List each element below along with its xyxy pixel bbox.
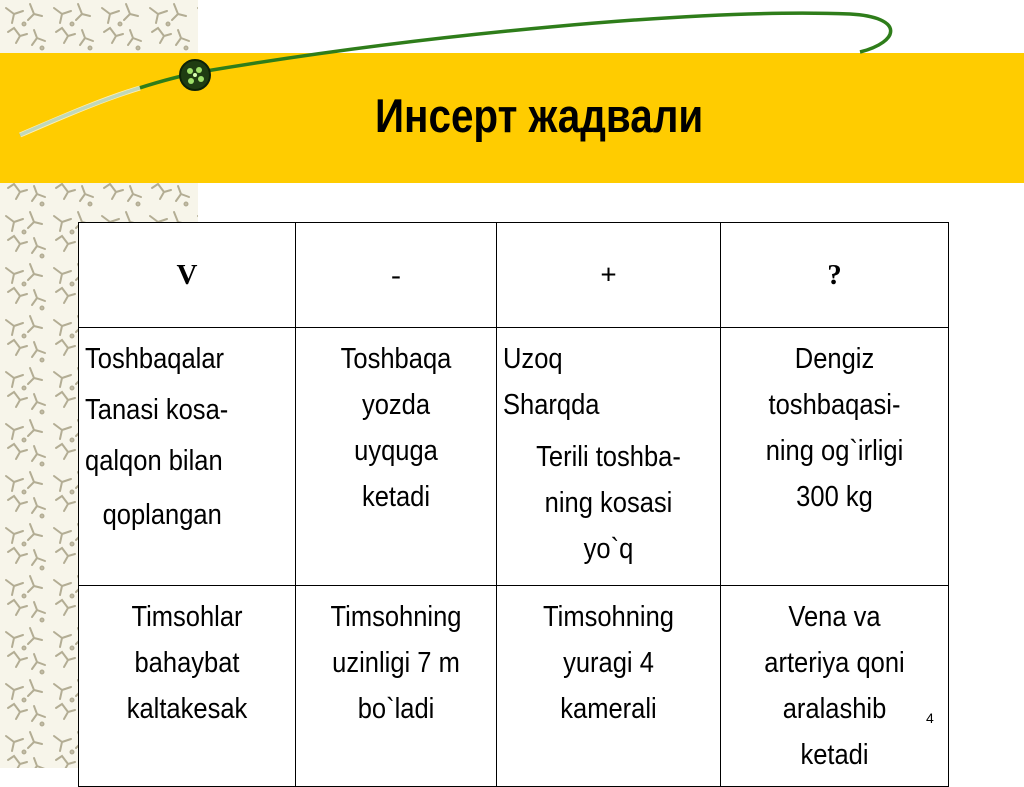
cell-line: Timsohning: [330, 601, 462, 633]
cell-line: toshbaqasi-: [768, 389, 901, 421]
table-cell: [296, 586, 497, 787]
cell-line: Toshbaqalar: [85, 343, 225, 375]
cell-line: Vena va: [788, 601, 881, 633]
cell-line: qoplangan: [102, 499, 222, 531]
table-cell: [721, 586, 949, 787]
cell-line: ning kosasi: [544, 487, 673, 519]
cell-line: Dengiz: [794, 343, 875, 375]
slide-title: Инсерт жадвали: [375, 89, 704, 142]
cell-line: 300 kg: [796, 481, 873, 513]
cell-line: aralashib: [782, 693, 887, 725]
table-cell: [79, 328, 296, 586]
cell-line: Timsohning: [543, 601, 674, 633]
table-row: [79, 328, 949, 586]
slide-number: 4: [926, 710, 934, 726]
cell-line: Uzoq: [503, 343, 563, 375]
cell-line: yuragi 4: [563, 647, 654, 679]
cell-line: Tanasi kosa-: [85, 394, 229, 426]
cell-line: Toshbaqa: [340, 343, 452, 375]
cell-line: yozda: [361, 389, 431, 421]
header-minus: -: [296, 223, 497, 328]
table-cell: [497, 328, 721, 586]
cell-line: Terili toshba-: [536, 441, 681, 473]
cell-line: Timsohlar: [131, 601, 243, 633]
cell-line: bahaybat: [134, 647, 240, 679]
table-cell: [296, 328, 497, 586]
table-cell: [79, 586, 296, 787]
table-cell: [497, 586, 721, 787]
cell-line: ning og`irligi: [765, 435, 904, 467]
table-row: [79, 586, 949, 787]
header-row: [79, 223, 949, 328]
table-cell: [721, 328, 949, 586]
header-question: ?: [721, 223, 949, 328]
cell-line: ketadi: [361, 481, 431, 513]
cell-line: Sharqda: [503, 389, 600, 421]
cell-line: uyquga: [354, 435, 438, 467]
header-v: V: [79, 223, 296, 328]
cell-line: yo`q: [583, 533, 634, 565]
cell-line: arteriya qoni: [764, 647, 905, 679]
cell-line: uzinligi 7 m: [332, 647, 460, 679]
cell-line: bo`ladi: [357, 693, 435, 725]
cell-line: kaltakesak: [126, 693, 248, 725]
cell-line: ketadi: [800, 739, 869, 771]
header-plus: +: [497, 223, 721, 328]
cell-line: kamerali: [560, 693, 657, 725]
insert-table: [78, 222, 949, 787]
cell-line: qalqon bilan: [85, 445, 223, 477]
